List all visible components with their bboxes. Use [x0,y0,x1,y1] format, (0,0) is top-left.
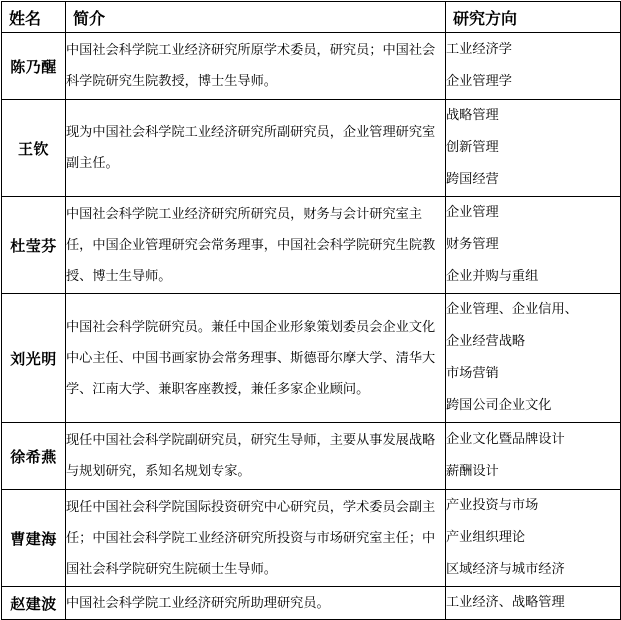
table-row [2,423,621,490]
research-field: 工业经济、战略管理 [446,595,565,610]
header-bio: 简介 [66,2,446,33]
table-row [2,100,621,197]
research-field: 企业并购与重组 [446,269,539,284]
research-fields [446,294,621,423]
person-name: 杜莹芬 [2,197,66,294]
person-bio: 现任中国社会科学院副研究员，研究生导师，主要从事发展战略与规划研究，系知名规划专家。 [66,423,446,490]
research-field: 跨国经营 [446,172,499,187]
research-fields [446,100,621,197]
person-bio: 中国社会科学院工业经济研究所助理研究员。 [66,587,446,620]
person-name: 曹建海 [2,490,66,587]
research-field: 跨国公司企业文化 [446,398,552,413]
research-field: 区域经济与城市经济 [446,562,565,577]
person-bio: 现为中国社会科学院工业经济研究所副研究员，企业管理研究室副主任。 [66,100,446,197]
research-field: 产业投资与市场 [446,498,539,513]
research-fields [446,197,621,294]
research-field: 创新管理 [446,140,499,155]
person-bio: 中国社会科学院工业经济研究所研究员，财务与会计研究室主任，中国企业管理研究会常务理事，中国社会科学院研究生院教授、博士生导师。 [66,197,446,294]
table-row [2,490,621,587]
research-field: 产业组织理论 [446,530,526,545]
research-field: 企业管理 [446,205,499,220]
header-field: 研究方向 [446,2,621,33]
person-name: 徐希燕 [2,423,66,490]
research-field: 薪酬设计 [446,464,499,479]
person-bio: 现任中国社会科学院国际投资研究中心研究员，学术委员会副主任；中国社会科学院工业经济研究所投资与市场研究室主任；中国社会科学院研究生院硕士生导师。 [66,490,446,587]
faculty-table [1,1,621,620]
table-row [2,294,621,423]
research-fields [446,423,621,490]
table-row [2,33,621,100]
person-bio: 中国社会科学院工业经济研究所原学术委员，研究员；中国社会科学院研究生院教授，博士生导师。 [66,33,446,100]
table-row [2,197,621,294]
person-name: 刘光明 [2,294,66,423]
table-row [2,587,621,620]
research-field: 企业经营战略 [446,334,526,349]
research-fields [446,587,621,620]
table-header-row [2,2,621,33]
research-field: 工业经济学 [446,42,512,57]
research-fields [446,33,621,100]
research-field: 财务管理 [446,237,499,252]
research-field: 企业管理学 [446,74,512,89]
person-name: 赵建波 [2,587,66,620]
person-bio: 中国社会科学院研究员。兼任中国企业形象策划委员会企业文化中心主任、中国书画家协会常务理事、斯德哥尔摩大学、清华大学、江南大学、兼职客座教授，兼任多家企业顾问。 [66,294,446,423]
research-fields [446,490,621,587]
research-field: 企业管理、企业信用、 [446,302,578,317]
header-name: 姓名 [2,2,66,33]
research-field: 战略管理 [446,108,499,123]
person-name: 王钦 [2,100,66,197]
person-name: 陈乃醒 [2,33,66,100]
research-field: 市场营销 [446,366,499,381]
research-field: 企业文化暨品牌设计 [446,432,565,447]
